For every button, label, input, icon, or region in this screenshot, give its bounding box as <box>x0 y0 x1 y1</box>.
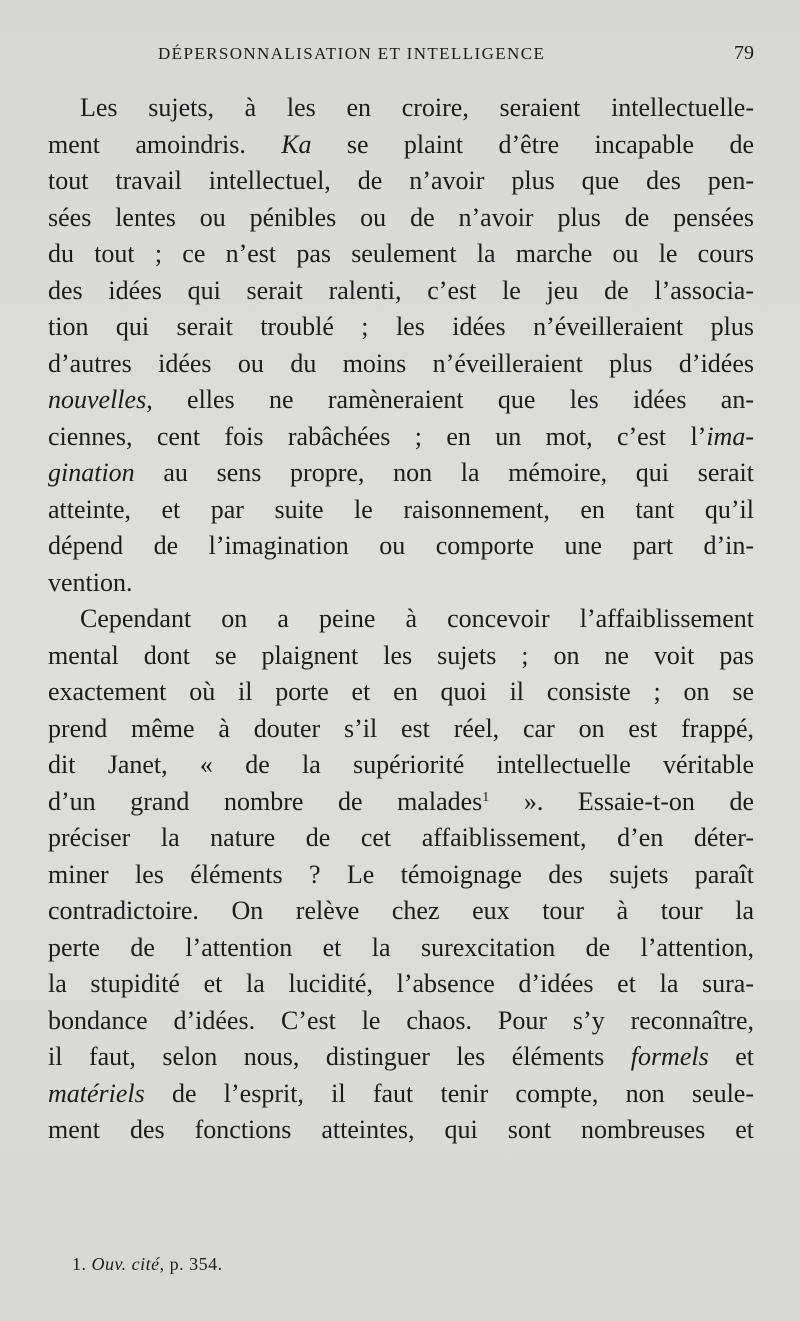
text-run: d’autres idées ou du moins n’éveilleraient plus d’idées <box>48 348 754 378</box>
text-line <box>48 90 754 127</box>
running-head <box>48 44 754 74</box>
text-run: contradictoire. On relève chez eux tour à tour la <box>48 896 754 925</box>
text-run: tout travail intellectuel, de n’avoir plus que des pen- <box>48 166 754 195</box>
footnote <box>72 1254 223 1275</box>
text-line <box>48 747 754 784</box>
text-run: 1. <box>72 1254 92 1274</box>
text-run: perte de l’attention et la surexcitation de l’attention, <box>48 932 754 962</box>
page-number: 79 <box>734 42 754 64</box>
text-line <box>48 601 754 638</box>
text-run: Cependant on a peine à concevoir l’affaiblissement <box>80 604 754 633</box>
text-run: des idées qui serait ralenti, c’est le jeu de l’associa- <box>48 275 754 305</box>
text-run: bondance d’idées. C’est le chaos. Pour s’y reconnaître, <box>48 1005 754 1035</box>
text-run: d’un grand nombre de malades <box>48 786 483 816</box>
text-line <box>48 1039 754 1076</box>
text-run: miner les éléments ? Le témoignage des sujets paraît <box>48 859 754 889</box>
text-line <box>48 1112 754 1149</box>
text-line <box>48 711 754 748</box>
text-line <box>48 273 754 310</box>
text-run: se plaint d’être incapable de <box>311 129 754 159</box>
italic-run: Ouv. cité <box>91 1254 160 1274</box>
italic-run: ima- <box>706 421 754 451</box>
text-line <box>48 200 754 237</box>
text-line <box>48 309 754 346</box>
text-run: et <box>708 1042 754 1071</box>
text-line <box>48 893 754 930</box>
text-run: , p. 354. <box>159 1254 223 1274</box>
text-run: de l’esprit, il faut tenir compte, non seule- <box>144 1078 754 1108</box>
text-line <box>48 1076 754 1113</box>
text-run: la stupidité et la lucidité, l’absence d’idées et la sura- <box>48 969 754 998</box>
text-run: ». Essaie-t-on de <box>489 786 754 816</box>
text-run: ment des fonctions atteintes, qui sont nombreuses et <box>48 1115 754 1144</box>
text-run: dépend de l’imagination ou comporte une part d’in- <box>48 531 754 560</box>
text-run: au sens propre, non la mémoire, qui serait <box>134 458 754 487</box>
text-run: vention. <box>48 567 133 597</box>
text-run: atteinte, et par suite le raisonnement, en tant qu’il <box>48 494 754 524</box>
text-line <box>48 966 754 1003</box>
text-run: tion qui serait troublé ; les idées n’éveilleraient plus <box>48 312 754 341</box>
text-line <box>48 346 754 383</box>
text-line <box>48 674 754 711</box>
text-run: exactement où il porte et en quoi il consiste ; on se <box>48 677 754 706</box>
italic-run: matériels <box>48 1078 145 1108</box>
text-line <box>48 382 754 419</box>
italic-run: gination <box>48 458 135 487</box>
text-line <box>48 930 754 967</box>
text-run: il faut, selon nous, distinguer les éléments <box>48 1042 631 1071</box>
text-line <box>48 455 754 492</box>
text-line <box>48 784 754 821</box>
text-line <box>48 127 754 164</box>
text-line <box>48 528 754 565</box>
text-run: préciser la nature de cet affaiblissement, d’en déter- <box>48 823 754 852</box>
text-line <box>48 565 754 602</box>
text-line <box>48 492 754 529</box>
text-line <box>48 820 754 857</box>
text-line <box>48 236 754 273</box>
text-run: Les sujets, à les en croire, seraient intellectuelle- <box>80 93 754 122</box>
footnote-marker: 1 <box>482 789 490 805</box>
text-run: sées lentes ou pénibles ou de n’avoir plus de pensées <box>48 202 754 232</box>
text-run: mental dont se plaignent les sujets ; on ne voit pas <box>48 640 754 670</box>
text-run: prend même à douter s’il est réel, car on est frappé, <box>48 713 754 743</box>
text-run: , elles ne ramèneraient que les idées an- <box>146 385 754 414</box>
text-run: du tout ; ce n’est pas seulement la marche ou le cours <box>48 239 754 268</box>
text-line <box>48 638 754 675</box>
text-line <box>48 163 754 200</box>
italic-run: formels <box>630 1042 709 1071</box>
italic-run: nouvelles <box>48 385 147 414</box>
text-line <box>48 419 754 456</box>
text-line <box>48 1003 754 1040</box>
italic-run: Ka <box>281 129 312 159</box>
text-run: dit Janet, « de la supériorité intellectuelle véritable <box>48 750 754 779</box>
body-text <box>48 90 754 1149</box>
running-title: DÉPERSONNALISATION ET INTELLIGENCE <box>158 44 546 63</box>
text-run: ciennes, cent fois rabâchées ; en un mot, c’est l’ <box>48 421 707 451</box>
text-line <box>48 857 754 894</box>
text-run: ment amoindris. <box>48 129 282 159</box>
